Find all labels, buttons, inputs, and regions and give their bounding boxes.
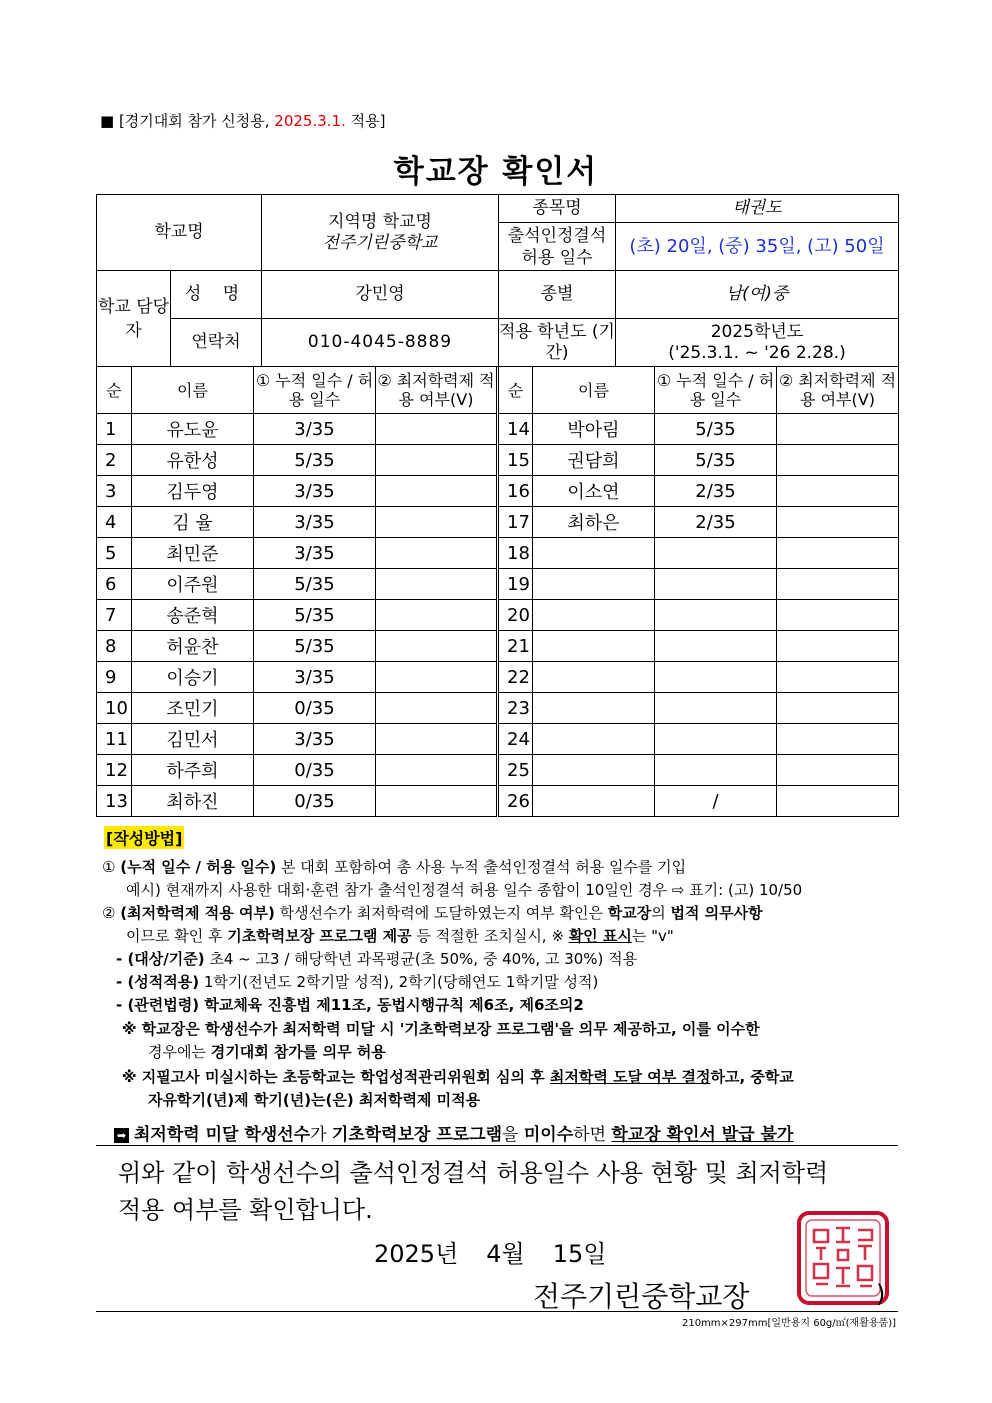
instruction-2-principal: 학교장: [607, 904, 652, 922]
year-label: 적용 학년도 (기간): [499, 319, 616, 367]
roster-no: 2: [97, 445, 132, 476]
roster-check: [376, 755, 498, 786]
instruction-2-line2-a: 이므로 확인 후: [126, 927, 228, 945]
absence-value: (초) 20일, (중) 35일, (고) 50일: [616, 223, 899, 271]
roster-no: 9: [97, 662, 132, 693]
note-elementary-c: 하고, 중학교: [710, 1068, 794, 1086]
page-title: 학교장 확인서: [393, 154, 599, 190]
roster-days: 5/35: [254, 569, 376, 600]
roster-no: 7: [97, 600, 132, 631]
date-month: 4월: [486, 1240, 525, 1268]
table-row: [97, 445, 899, 476]
roster-check: [376, 724, 498, 755]
table-row: [97, 538, 899, 569]
roster-name: 조민기: [132, 693, 254, 724]
roster-no: 14: [498, 414, 533, 445]
detail-grades-text: 1학기(전년도 2학기말 성적), 2학기(당해연도 1학기말 성적): [199, 973, 599, 991]
roster-days: 3/35: [254, 662, 376, 693]
form-usage-note: [100, 110, 385, 131]
sport-label: 종목명: [499, 195, 616, 223]
roster-days: [655, 569, 777, 600]
table-row: [97, 476, 899, 507]
roster-days: 5/35: [655, 414, 777, 445]
instruction-2-mark: 확인 표시: [568, 927, 632, 945]
detail-grades-title: - (성적적용): [116, 973, 200, 991]
roster-days: 3/35: [254, 414, 376, 445]
school-hint: 지역명 학교명: [328, 211, 432, 232]
roster-no: 24: [498, 724, 533, 755]
note-suffix: 적용]: [345, 112, 386, 130]
year-cell: [616, 319, 899, 367]
roster-name: [533, 600, 655, 631]
roster-name: 허윤찬: [132, 631, 254, 662]
roster-header-row: [97, 367, 899, 414]
header-name: 이름: [132, 367, 254, 414]
roster-days: 5/35: [254, 445, 376, 476]
roster-check: [777, 507, 899, 538]
roster-check: [376, 445, 498, 476]
seal-close-paren: ): [876, 1280, 886, 1308]
header-no: 순: [498, 367, 533, 414]
roster-days: [655, 631, 777, 662]
roster-days: 3/35: [254, 507, 376, 538]
roster-name: 송준혁: [132, 600, 254, 631]
note-principal: [122, 1018, 760, 1041]
roster-check: [376, 476, 498, 507]
note-elementary-a: ※ 지필고사 미실시하는 초등학교는 학업성적관리위원회 심의 후: [122, 1068, 550, 1086]
roster-no: 4: [97, 507, 132, 538]
roster-name: [533, 662, 655, 693]
type-label: 종별: [499, 271, 616, 319]
roster-name: [533, 693, 655, 724]
detail-target-title: - (대상/기준): [116, 950, 205, 968]
roster-days: 0/35: [254, 755, 376, 786]
warn-b: 가: [310, 1125, 332, 1145]
roster-check: [777, 445, 899, 476]
table-row: [97, 507, 899, 538]
roster-name: 최하진: [132, 786, 254, 817]
principal-signature: 전주기린중학교장: [533, 1280, 750, 1313]
roster-no: 1: [97, 414, 132, 445]
roster-no: 15: [498, 445, 533, 476]
year-value: 2025학년도: [710, 321, 804, 342]
note-principal-b: 기초학력보장 프로그램: [404, 1020, 555, 1038]
roster-check: [777, 476, 899, 507]
instruction-2-program: 기초학력보장 프로그램 제공: [227, 927, 412, 945]
roster-check: [777, 631, 899, 662]
divider: [96, 1145, 898, 1146]
roster-days: 5/35: [254, 631, 376, 662]
confirmation-line-2: 적용 여부를 확인합니다.: [118, 1196, 373, 1224]
note-principal-line2-c: 를 의무 허용: [302, 1043, 386, 1061]
sport-value: 태권도: [616, 195, 899, 223]
roster-name: 최하은: [533, 507, 655, 538]
bottom-divider: [96, 1311, 898, 1312]
table-row: [97, 755, 899, 786]
roster-name: 유도윤: [132, 414, 254, 445]
roster-no: 6: [97, 569, 132, 600]
note-principal-line2-a: 경우에는: [148, 1043, 211, 1061]
roster-check: [376, 507, 498, 538]
instruction-2-particle: 의: [651, 904, 671, 922]
roster-no: 5: [97, 538, 132, 569]
detail-target: [116, 948, 637, 971]
roster-name: 박아림: [533, 414, 655, 445]
contact-value: 010-4045-8889: [262, 319, 499, 367]
roster-check: [777, 600, 899, 631]
arrow-right-icon: ➡: [114, 1128, 129, 1143]
year-period: ('25.3.1. ~ '26 2.28.): [668, 342, 846, 363]
roster-no: 12: [97, 755, 132, 786]
instruction-1-title: (누적 일수 / 허용 일수): [120, 858, 277, 876]
roster-name: 이소연: [533, 476, 655, 507]
roster-check: [376, 414, 498, 445]
roster-no: 19: [498, 569, 533, 600]
note-principal-e: 하고, 이를: [641, 1020, 717, 1038]
roster-no: 3: [97, 476, 132, 507]
roster-no: 25: [498, 755, 533, 786]
instruction-1: [102, 856, 686, 879]
roster-name: 최민준: [132, 538, 254, 569]
roster-check: [376, 662, 498, 693]
roster-name: 이주원: [132, 569, 254, 600]
roster-no: 26: [498, 786, 533, 817]
roster-days: /: [655, 786, 777, 817]
note-principal-g: 한: [745, 1020, 760, 1038]
instruction-2: [102, 902, 763, 925]
roster-no: 10: [97, 693, 132, 724]
header-check: ② 최저학력제 적용 여부(V): [777, 367, 899, 414]
roster-check: [777, 538, 899, 569]
type-value: 남(여)중: [616, 271, 899, 319]
roster-name: 이승기: [132, 662, 254, 693]
note-principal-line2-b: 경기대회 참가: [210, 1043, 303, 1061]
roster-days: 3/35: [254, 538, 376, 569]
confirmation-date: [374, 1234, 634, 1269]
roster-check: [376, 693, 498, 724]
roster-no: 20: [498, 600, 533, 631]
header-days: ① 누적 일수 / 허용 일수: [254, 367, 376, 414]
roster-no: 22: [498, 662, 533, 693]
instruction-1-text: 본 대회 포함하여 총 사용 누적 출석인정결석 허용 일수를 기입: [276, 858, 687, 876]
header-name: 이름: [533, 367, 655, 414]
table-row: [97, 724, 899, 755]
roster-no: 11: [97, 724, 132, 755]
roster-no: 17: [498, 507, 533, 538]
roster-name: 김민서: [132, 724, 254, 755]
roster-name: 유한성: [132, 445, 254, 476]
note-principal-f: 이수: [716, 1020, 746, 1038]
roster-days: 5/35: [254, 600, 376, 631]
roster-days: 2/35: [655, 476, 777, 507]
paper-spec: 210mm×297mm[일반용지 60g/㎡(재활용품)]: [681, 1318, 896, 1329]
note-prefix: ■ [경기대회 참가 신청용,: [100, 112, 275, 130]
detail-target-text: 초4 ~ 고3 / 해당학년 과목평균(초 50%, 중 40%, 고 30%) 적용: [204, 950, 638, 968]
header-check: ② 최저학력제 적용 여부(V): [376, 367, 498, 414]
instruction-2-text: 학생선수가 최저학력에 도달하였는지 여부 확인은: [274, 904, 608, 922]
roster-no: 16: [498, 476, 533, 507]
roster-days: 3/35: [254, 724, 376, 755]
warn-c: 기초학력보장 프로그램: [331, 1125, 503, 1145]
name-value: 강민영: [262, 271, 499, 319]
school-cell: [262, 195, 499, 271]
note-principal-line2: [148, 1041, 386, 1064]
roster-check: [376, 631, 498, 662]
roster-no: 21: [498, 631, 533, 662]
table-row: [97, 786, 899, 817]
roster-check: [376, 786, 498, 817]
table-row: [97, 600, 899, 631]
note-principal-d: 의무 제공: [578, 1020, 642, 1038]
roster-check: [777, 662, 899, 693]
warn-f: 하면: [573, 1125, 612, 1145]
note-elementary-line2: 자유학기(년)제 학기(년)는(은) 최저학력제 미적용: [148, 1091, 481, 1109]
table-row: [97, 693, 899, 724]
instruction-1-num: ①: [102, 858, 116, 876]
roster-days: [655, 693, 777, 724]
roster-check: [777, 755, 899, 786]
roster-days: [655, 538, 777, 569]
table-row: [97, 414, 899, 445]
roster-days: [655, 755, 777, 786]
warn-g: 학교장 확인서 발급 불가: [611, 1125, 794, 1145]
roster-name: [533, 755, 655, 786]
instruction-2-duty: 법적 의무사항: [670, 904, 763, 922]
roster-days: [655, 662, 777, 693]
detail-law: - (관련법령) 학교체육 진흥법 제11조, 동법시행규칙 제6조, 제6조의2: [116, 996, 584, 1014]
roster-name: [533, 569, 655, 600]
roster-name: [533, 538, 655, 569]
roster-no: 18: [498, 538, 533, 569]
roster-check: [376, 600, 498, 631]
roster-check: [777, 724, 899, 755]
instruction-2-line2-c: 등 적절한 조치실시, ※: [411, 927, 569, 945]
table-row: [97, 662, 899, 693]
detail-grades: [116, 971, 598, 994]
name-label: 성 명: [171, 271, 262, 319]
instruction-2-title: (최저학력제 적용 여부): [120, 904, 275, 922]
roster-days: 5/35: [655, 445, 777, 476]
contact-label: 연락처: [171, 319, 262, 367]
header-no: 순: [97, 367, 132, 414]
confirmation-text: [118, 1155, 828, 1229]
instruction-2-line2-e: 는 "v": [631, 927, 674, 945]
roster-check: [777, 414, 899, 445]
roster-name: 김두영: [132, 476, 254, 507]
roster-days: 0/35: [254, 786, 376, 817]
note-elementary: [122, 1066, 794, 1089]
roster-check: [777, 569, 899, 600]
roster-name: [533, 631, 655, 662]
roster-name: [533, 786, 655, 817]
roster-days: 0/35: [254, 693, 376, 724]
table-row: [97, 631, 899, 662]
header-days: ① 누적 일수 / 허용 일수: [655, 367, 777, 414]
warn-e: 미이수: [523, 1125, 574, 1145]
roster-no: 23: [498, 693, 533, 724]
student-roster-table: [96, 366, 899, 817]
note-principal-a: ※ 학교장은 학생선수가 최저학력 미달 시 ': [122, 1020, 405, 1038]
roster-no: 8: [97, 631, 132, 662]
instruction-2-line2: [126, 925, 674, 948]
roster-days: 3/35: [254, 476, 376, 507]
manager-label: 학교 담당자: [97, 271, 171, 367]
roster-days: [655, 600, 777, 631]
instruction-1-example: 예시) 현재까지 사용한 대회·훈련 참가 출석인정결석 허용 일수 종합이 10일인 경우 ⇨ 표기: (고) 10/50: [126, 881, 803, 899]
roster-check: [376, 569, 498, 600]
note-principal-c: '을: [554, 1020, 579, 1038]
roster-name: 하주희: [132, 755, 254, 786]
warn-a: 최저학력 미달 학생선수: [134, 1125, 311, 1145]
instruction-2-num: ②: [102, 904, 116, 922]
roster-name: 김 율: [132, 507, 254, 538]
issuance-warning: [114, 1120, 793, 1145]
confirmation-line-1: 위와 같이 학생선수의 출석인정결석 허용일수 사용 현황 및 최저학력: [118, 1159, 829, 1187]
roster-days: [655, 724, 777, 755]
roster-check: [376, 538, 498, 569]
warn-d: 을: [502, 1125, 524, 1145]
school-label: 학교명: [97, 195, 262, 271]
roster-check: [777, 693, 899, 724]
roster-check: [777, 786, 899, 817]
date-day: 15일: [552, 1240, 607, 1268]
absence-label: 출석인정결석 허용 일수: [499, 223, 616, 271]
roster-name: [533, 724, 655, 755]
note-date: 2025.3.1.: [274, 112, 346, 130]
roster-days: 2/35: [655, 507, 777, 538]
table-row: [97, 569, 899, 600]
instructions-label: [작성방법]: [104, 826, 184, 849]
school-value: 전주기린중학교: [322, 232, 438, 253]
roster-no: 13: [97, 786, 132, 817]
school-info-table: [96, 194, 899, 367]
roster-name: 권담희: [533, 445, 655, 476]
note-elementary-b: 최저학력 도달 여부 결정: [549, 1068, 711, 1086]
date-year: 2025년: [374, 1240, 459, 1268]
